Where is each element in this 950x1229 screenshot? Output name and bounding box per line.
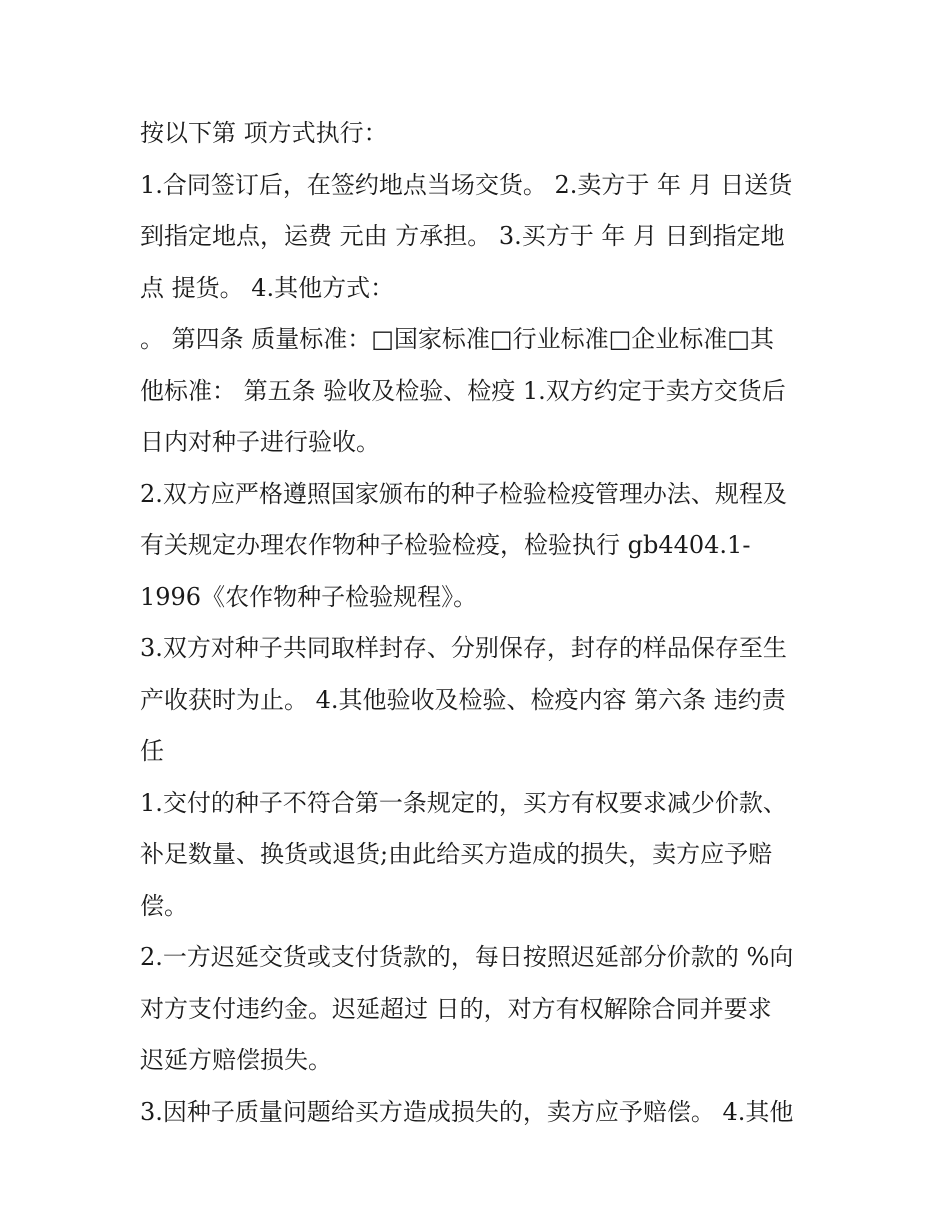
text-line: 1996《农作物种子检验规程》。 [140, 582, 478, 611]
text-line: 补足数量、换货或退货;由此给买方造成的损失，卖方应予赔 [140, 840, 773, 868]
text-line: 3.双方对种子共同取样封存、分别保存，封存的样品保存至生 [140, 634, 787, 662]
text-line: 3.因种子质量问题给买方造成损失的，卖方应予赔偿。 4.其他 [140, 1097, 794, 1126]
text-line: 1.合同签订后，在签约地点当场交货。 2.卖方于 年 月 日送货 [140, 170, 793, 199]
text-line: 点 提货。 4.其他方式： [140, 273, 395, 302]
text-line: 任 [140, 737, 164, 765]
text-line: 对方支付违约金。迟延超过 日的，对方有权解除合同并要求 [140, 994, 772, 1023]
text-line: 迟延方赔偿损失。 [140, 1046, 332, 1074]
text-line: 2.一方迟延交货或支付货款的，每日按照迟延部分价款的 %向 [140, 943, 794, 971]
text-line: 按以下第 项方式执行： [140, 119, 388, 147]
text-line: 1.交付的种子不符合第一条规定的，买方有权要求减少价款、 [140, 788, 787, 817]
text-line: 产收获时为止。 4.其他验收及检验、检疫内容 第六条 违约责 [140, 685, 786, 714]
text-line: 到指定地点，运费 元由 方承担。 3.买方于 年 月 日到指定地 [140, 222, 785, 250]
text-line: 他标准： 第五条 验收及检验、检疫 1.双方约定于卖方交货后 [140, 376, 786, 405]
text-line: 偿。 [140, 891, 188, 920]
text-line: 。 第四条 质量标准：□国家标准□行业标准□企业标准□其 [140, 325, 774, 353]
contract-text [140, 108, 810, 1138]
text-line: 有关规定办理农作物种子检验检疫，检验执行 gb4404.1- [140, 531, 751, 559]
text-line: 日内对种子进行验收。 [140, 428, 380, 456]
text-line: 2.双方应严格遵照国家颁布的种子检验检疫管理办法、规程及 [140, 479, 787, 508]
